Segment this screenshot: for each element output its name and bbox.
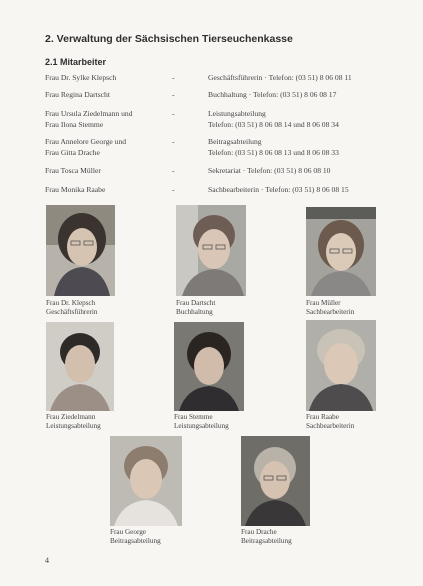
portrait-caption: Frau Raabe Sachbearbeiterin	[306, 413, 355, 430]
staff-info: Sekretariat · Telefon: (03 51) 8 06 08 10	[208, 166, 331, 175]
portrait-photo	[46, 205, 115, 296]
staff-row	[45, 185, 385, 199]
portrait-caption: Frau George Beitragsabteilung	[110, 528, 161, 545]
portrait-photo	[241, 436, 310, 526]
portrait-caption: Frau Ziedelmann Leistungsabteilung	[46, 413, 101, 430]
staff-dash: -	[172, 90, 175, 99]
staff-info: Leistungsabteilung	[208, 109, 266, 118]
staff-name: Frau Gitta Drache	[45, 147, 100, 157]
portrait-icon	[241, 436, 310, 526]
staff-dash: -	[172, 185, 175, 194]
staff-dash: -	[172, 73, 175, 82]
portrait-photo	[110, 436, 182, 526]
portrait-icon	[306, 320, 376, 411]
section-title: 2. Verwaltung der Sächsischen Tierseuchenkasse	[45, 33, 293, 45]
portrait-caption: Frau Drache Beitragsabteilung	[241, 528, 292, 545]
portrait-icon	[306, 207, 376, 296]
portrait-caption: Frau Dartscht Buchhaltung	[176, 299, 216, 316]
staff-name: Frau Ilona Stemme	[45, 119, 104, 129]
staff-list	[45, 73, 385, 199]
staff-name: Frau Regina Dartscht	[45, 90, 110, 99]
staff-dash: -	[172, 166, 175, 175]
staff-info: Telefon: (03 51) 8 06 08 13 und 8 06 08 33	[208, 147, 339, 157]
staff-info: Buchhaltung · Telefon: (03 51) 8 06 08 17	[208, 90, 337, 99]
portrait-photo	[46, 322, 114, 411]
staff-dash: -	[172, 109, 175, 118]
portrait-photo	[306, 320, 376, 411]
portrait-photo	[176, 205, 246, 296]
staff-row	[45, 90, 385, 109]
subsection-title: 2.1 Mitarbeiter	[45, 57, 107, 67]
portrait-icon	[46, 205, 115, 296]
staff-info: Telefon: (03 51) 8 06 08 14 und 8 06 08 34	[208, 119, 339, 129]
staff-info: Sachbearbeiterin · Telefon: (03 51) 8 06 08 15	[208, 185, 349, 194]
staff-row	[45, 73, 385, 90]
staff-row	[45, 137, 385, 166]
staff-row	[45, 166, 385, 185]
staff-info: Geschäftsführerin · Telefon: (03 51) 8 06 08 11	[208, 73, 352, 82]
staff-dash: -	[172, 137, 175, 146]
portrait-caption: Frau Müller Sachbearbeiterin	[306, 299, 355, 316]
portrait-icon	[46, 322, 114, 411]
staff-name: Frau Annelore George und	[45, 137, 127, 146]
portrait-photo	[174, 322, 244, 411]
portrait-caption: Frau Dr. Klepsch Geschäftsführerin	[46, 299, 98, 316]
staff-name: Frau Monika Raabe	[45, 185, 106, 194]
staff-name: Frau Dr. Sylke Klepsch	[45, 73, 117, 82]
portrait-icon	[176, 205, 246, 296]
portrait-icon	[174, 322, 244, 411]
portrait-caption: Frau Stemme Leistungsabteilung	[174, 413, 229, 430]
portrait-icon	[110, 436, 182, 526]
staff-name: Frau Tosca Müller	[45, 166, 101, 175]
staff-row	[45, 109, 385, 137]
staff-info: Beitragsabteilung	[208, 137, 262, 146]
page-number: 4	[45, 556, 49, 565]
portrait-photo	[306, 207, 376, 296]
staff-name: Frau Ursula Ziedelmann und	[45, 109, 133, 118]
